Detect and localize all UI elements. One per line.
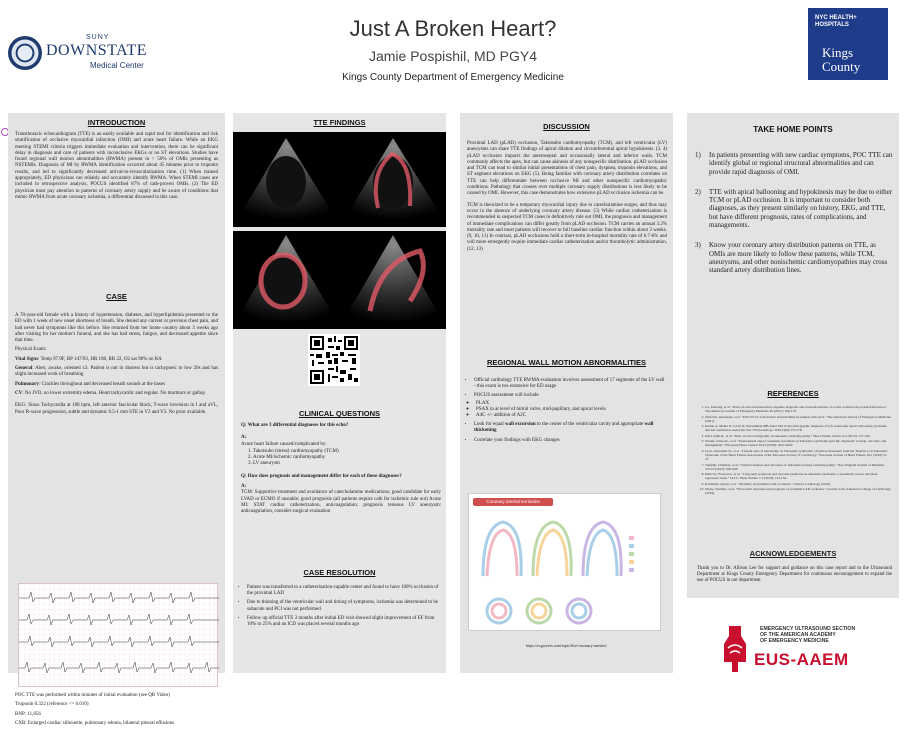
rwma-bold-text: wall excursion	[504, 422, 536, 428]
case-resolution-item: • Due to thinning of the ventricular wall and timing of symptoms, ischemia was determined to be subacute and PCI was not performed	[247, 600, 439, 612]
column-take-home	[687, 113, 899, 598]
coronary-figure-title: Coronary arterial territories	[473, 498, 553, 506]
case-results	[15, 693, 218, 730]
take-home-text: Know your coronary artery distribution patterns on TTE, as OMIs are more likely to follow these patterns, while TCM, aneurysms, and other nonischemic cardiomyopathies may cross standard artery distribution lines.	[709, 241, 888, 275]
answer-1-label: A:	[241, 435, 247, 441]
rwma-text: to the center of the ventricular cavity and appropriate	[535, 422, 645, 428]
rwma-item: • Official cardiology TTE RWMA evaluation involves assessment of 17 segments of the LV wall - this exam is too extensive for ED usage	[474, 378, 666, 390]
eus-line: OF EMERGENCY MEDICINE	[760, 638, 829, 645]
rwma-sub-item: ◦ PSAX in at level of mitral valve, mid-papillary, and apical levels	[476, 407, 666, 413]
case-resolution-heading: CASE RESOLUTION	[303, 568, 376, 577]
case-resolution-list	[239, 585, 439, 631]
take-home-text: TTE with apical ballooning and hypokinesis may be due to either TCM or pLAD occlusion. It is important to consider both diagnoses, as they present similarly on history, EKG, and TTE, but have different prognosis, rates of complications, and managements.	[709, 187, 893, 230]
eus-subtitle	[760, 626, 855, 645]
hh-kings-text: Kings	[822, 45, 854, 60]
reference-item: 7. Templin, Christian, et al. "Clinical features and outcomes of Takotsubo (stress) cardiomyopathy." New England Journal of Medicine 373.10 (2015): 929-938.	[705, 463, 891, 472]
echo-image-2	[340, 132, 446, 227]
pulmonary-label: Pulmonary	[15, 381, 39, 387]
reference-item: 1. Lu, Xuefang, et al. "Point-of-care ultrasound may expedite diagnosis and revascularization of occult occlusive myocardial infarction." The American Journal of Emergency Medicine 46 (2021): 166-170.	[705, 405, 891, 414]
take-home-list	[695, 151, 893, 287]
ultrasound-probe-icon	[718, 624, 752, 674]
echo-image-4	[340, 231, 446, 329]
column-tte-questions	[233, 113, 446, 673]
rwma-sub-list	[466, 401, 666, 420]
case-heading: CASE	[106, 292, 127, 301]
case-troponin: Troponin 0.322 (reference <= 0.010)	[15, 702, 89, 708]
downstate-suny-text: SUNY	[86, 34, 110, 41]
hh-bottom-text	[822, 46, 860, 74]
vitals-label: Vital Signs	[15, 356, 39, 362]
answer-1-list	[253, 449, 441, 468]
answer-2-label: A:	[241, 484, 247, 490]
rwma-list	[466, 378, 666, 447]
poster-department: Kings County Department of Emergency Medicine	[342, 72, 564, 83]
clinical-questions-heading: CLINICAL QUESTIONS	[298, 409, 381, 418]
eus-main-text: EUS-AAEM	[754, 650, 849, 669]
answer-1-item: 2. Acute MI/ischemic cardiomyopathy	[253, 455, 441, 461]
take-home-point: 2) TTE with apical ballooning and hypokinesis may be due to either TCM or pLAD occlusion. It is important to consider both diagnoses, as they present similarly on history, EKG, and TTE, but have different prognosis, rates of complications, and managements.	[695, 187, 893, 230]
reference-item: 5. Ghadri, Jelena R., et al. "International expert consensus document on Takotsubo syndrome (part II): diagnostic workup, outcome, and management." European Heart Journal 39.22 (2018): 2047-2062.	[705, 439, 891, 448]
discussion-paragraph-1: Proximal LAD (pLAD) occlusion, Takotsubo cardiomyopathy (TCM), and left ventricular (LV) aneurysms can share TTE findings of apical dilation and circumferential apical hypokinesis. (3, 4) pLAD occlusion impacts the anteroseptal and occasionally lateral and inferior walls. TCM commonly affects the apex, but can cause akinesis of any nonspecific distribution. pLAD occlusion and TCM can lead to similar initial presentations of chest pain, dyspnea, troponin elevations, and ST segment elevations on EKG (5). Being familiar with coronary artery distribution correlates on TTE can help differentiate between occlusive MI and other nonspecific cardiomyopathic conditions. Pathology that crosses over multiple coronary supply distributions is less likely to be caused by OMI. However, this case demonstrates how extensive pLAD occlusion ischemia can be.	[467, 141, 667, 197]
case-exam-label: Physical Exam:	[15, 347, 47, 353]
rwma-sub-item: ◦ PLAX	[476, 401, 666, 407]
question-1: Q: What are 3 differential diagnoses for this echo?	[241, 423, 349, 428]
answer-1-item: 3. LV aneurysm	[253, 461, 441, 467]
tte-findings-heading: TTE FINDINGS	[313, 118, 366, 127]
poster-title: Just A Broken Heart?	[349, 16, 557, 41]
reference-item: 2. Zitzevitz, Alexander, et al. "POCUS for wall motion abnormalities in patients with ACS." The American Journal of Emergency Medicine (2021).	[705, 415, 891, 424]
cv-value: : No JVD, no lower extremity edema. Heart tachycardic and regular. No murmurs or gallop	[22, 390, 205, 396]
rwma-item: • POCUS assessment will include	[474, 393, 666, 399]
take-home-point: 3) Know your coronary artery distribution patterns on TTE, as OMIs are more likely to follow these patterns, while TCM, aneurysms, and other nonischemic cardiomyopathies may cross standard artery distribution lines.	[695, 241, 888, 275]
reference-item: 10. Moïse, Nathalie, et al. "Short-term outcomes and prognosis of proximal LAD occlusion." Journal of the American College of Cardiology (2019).	[705, 487, 891, 496]
general-value: : Alert, awake, oriented x3. Patient is not in distress but is tachypneic to low 20s and has slight increased work of breathing	[15, 366, 218, 378]
clinical-questions-body	[241, 423, 441, 519]
health-hospitals-logo	[808, 8, 888, 80]
introduction-heading: INTRODUCTION	[87, 118, 146, 127]
rwma-text: Look for equal	[474, 422, 505, 428]
acknowledgements-heading: ACKNOWLEDGEMENTS	[749, 549, 837, 558]
ekg-strip-image	[18, 583, 218, 687]
cv-label: CV	[15, 390, 23, 396]
rwma-item-wall	[474, 422, 666, 434]
answer-1-intro: Acute heart failure caused/complicated by:	[241, 441, 327, 447]
reference-item: 6. Lyon, Alexander R., et al. "Current state of knowledge on Takotsubo syndrome: a Position Statement from the Taskforce on Takotsubo Syndrome of the Heart Failure Association of the European Society of Cardiology." European Journal of Heart Failure 18.1 (2016): 8-27.	[705, 449, 891, 462]
case-cxr: CXR: Enlarged cardiac silhouette, pulmonary edema, bilateral pleural effusions	[15, 720, 175, 726]
downstate-name-text: DOWNSTATE	[46, 42, 147, 59]
introduction-text: Transthoracic echocardiogram (TTE) is an easily available and rapid tool for identification and risk stratification of occlusive myocardial infarction (OMI) and acute heart failure. While an EKG meeting STEMI criteria triggers immediate evaluation and intervention, there can be significant delay in diagnosis and care of patients with inconclusive EKGs or no ST elevations. Studies have found regional wall motion abnormalities (RWMA) present in > 50% of OMIs presenting as NSTEMIs. Diagnosis of MI by RWMA identification occurred about 45 minutes prior to troponin results, and led to significantly decreased arrival-to-revascularization time. (1) When trained appropriately, ED physicians can reliably and accurately identify RWMA. When STEMI cases are included in retrospective analysis, POCUS identified 87% of cath-proven OMIs. (2) The ED physician must pay attention to patterns of coronary artery supply and be aware of conditions that mimic RWMA from acute coronary ischemia, a differential discussed in this case.	[15, 132, 218, 200]
hh-top-text: NYC HEALTH+ HOSPITALS	[815, 15, 857, 28]
acknowledgements-text: Thank you to Dr. Allison Lee for support and guidance on this case report and to the Ultrasound Department at Kings County Emergency Department for continuous encouragement to expand the use of POCUS in our department.	[697, 566, 892, 583]
reference-item: 4. Patel, Amit R., et al. "Role of echocardiography in takotsubo cardiomyopathy." Heart Failure Clinics 9.2 (2013): 157-166.	[705, 434, 891, 438]
pulmonary-value: : Crackles throughout and decreased breath sounds at the bases	[38, 381, 165, 387]
take-home-text: In patients presenting with new cardiac symptoms, POC TTE can identify global or regional structural abnormalities and can provide rapid diagnosis of OMI.	[709, 151, 893, 176]
downstate-sub-text: Medical Center	[90, 61, 144, 70]
case-vitals	[15, 357, 218, 363]
discussion-heading: DISCUSSION	[543, 122, 590, 131]
hh-county-text: County	[822, 59, 861, 74]
question-2: Q: How does prognosis and management differ for each of these diagnoses?	[241, 473, 402, 479]
rwma-sub-item: ◦ A4C +/- addition of A2C	[476, 413, 666, 419]
column-introduction-case	[8, 113, 225, 726]
answer-1-item: 1. Takotsubo (stress) cardiomyopathy (TCM)	[253, 449, 441, 455]
case-ekg: EKG: Sinus Tachycardia at 108 bpm, left anterior fascicular block, T-wave inversion in I and aVL, Poor R-wave progression, subtle and dynamic 0.5-1 mm STE in V2 and V3. No prior available.	[15, 403, 218, 415]
references-list	[697, 405, 891, 497]
discussion-text	[467, 141, 667, 256]
coronary-figure-source[interactable]: https://ecgwaves.com/topic/five-coronary-arteries/	[526, 643, 607, 648]
reference-item: 8. Pelliccia, Francesco, et al. "Long-term prognosis and outcome predictors in takotsubo syndrome: a systematic review and meta-regression study." JACC: Heart Failure 7.2 (2019): 143-154.	[705, 472, 891, 481]
answer-2: TCM: Supportive treatment and avoidance of catecholamine medications; good candidate for early LVAD or ECMO if unstable; good prognosis (all patients require cath for ischemic rule out) Acute MI: STAT cardiac catheterization, anticoagulation; prognosis tenuous LV aneurysm: anticoagulation, consider surgical evaluation	[241, 490, 441, 515]
case-pulmonary	[15, 382, 218, 388]
rwma-heading: REGIONAL WALL MOTION ABNORMALITIES	[486, 358, 647, 367]
rwma-item: • Correlate your findings with EKG changes	[474, 438, 666, 444]
case-history: A 70-year-old female with a history of hypertension, diabetes, and hyperlipidemia presented to the ED with 1 week of new onset shortness of breath. She denied any current or previous chest pain, and had never had symptoms like this before. She returned from her home country about 3 weeks ago after visiting for her mother's funeral, and she has had stress, fatigue, and decreased appetite since that time.	[15, 313, 218, 344]
discussion-paragraph-2: TCM is theorized to be a temporary myocardial injury due to catecholamine surges, and thus may occur in the absence of underlying coronary artery disease. (5) While cardiac catheterization is recommended in suspected TCM cases to definitively rule out OMI, the prognosis and management of immediate complications can differ greatly from pLAD occlusion. TCM carries an annual 3.2% mortality rate and most patients will recover to full baseline cardiac function within about 3 weeks. (9, 10, 11) In contrast, pLAD occlusions hold a short-term in-hospital mortality rate of 6.7-8% and will more emergently require immediate cardiac catheterization and/or thrombolytic administration. (12, 13)	[467, 202, 667, 252]
echo-image-1	[233, 132, 340, 227]
poster-author: Jamie Pospishil, MD PGY4	[368, 48, 538, 64]
column-discussion	[460, 113, 673, 673]
case-cv	[15, 391, 218, 397]
vitals-value: : Temp 97.9F, BP 147/93, HR 108, RR 22, O2 sat 98% on RA	[38, 356, 162, 362]
echo-image-3	[233, 231, 340, 329]
case-text	[15, 313, 218, 419]
case-poc-tte: POC TTE was performed within minutes of initial evaluation (see QR Video)	[15, 693, 170, 698]
qr-code-image[interactable]	[308, 334, 360, 386]
general-label: General	[15, 366, 33, 372]
take-home-point: 1) In patients presenting with new cardiac symptoms, POC TTE can identify global or regional structural abnormalities and can provide rapid diagnosis of OMI.	[695, 151, 893, 176]
take-home-heading: TAKE HOME POINTS	[753, 125, 833, 134]
case-general	[15, 366, 218, 379]
poster-header	[0, 0, 906, 104]
references-heading: REFERENCES	[767, 389, 819, 398]
eus-line: EMERGENCY ULTRASOUND SECTION	[760, 626, 856, 632]
coronary-territories-figure	[468, 493, 661, 631]
rwma-bold-text: wall thickening	[474, 422, 654, 434]
reference-item: 9. Karabulut, Aysun, et al. "Mortality in proximal LAD occlusion." Clinical Cardiology (2019).	[705, 482, 891, 486]
case-resolution-item: • Patient was transferred to a catheterization-capable center and found to have 100% occlusion of the proximal LAD	[247, 585, 439, 597]
reference-item: 3. Kumar A, Mehta N, Lorch D, Narasimhan MB, Patel SM. Echocardiographic diagnosis of left ventricular apical ballooning syndrome and left ventricular aneurysm. Eur J Echocardiogr. 2016;19(6):573-578.	[705, 424, 891, 433]
case-resolution-item: • Follow up official TTE 3 months after initial ED visit showed slight improvement of EF from 10% to 25% and an ICD was placed several months ago	[247, 616, 439, 628]
case-bnp: BNP: 11,856	[15, 711, 41, 717]
eus-aaem-logo	[718, 624, 902, 676]
eus-line: OF THE AMERICAN ACADEMY	[760, 632, 836, 639]
